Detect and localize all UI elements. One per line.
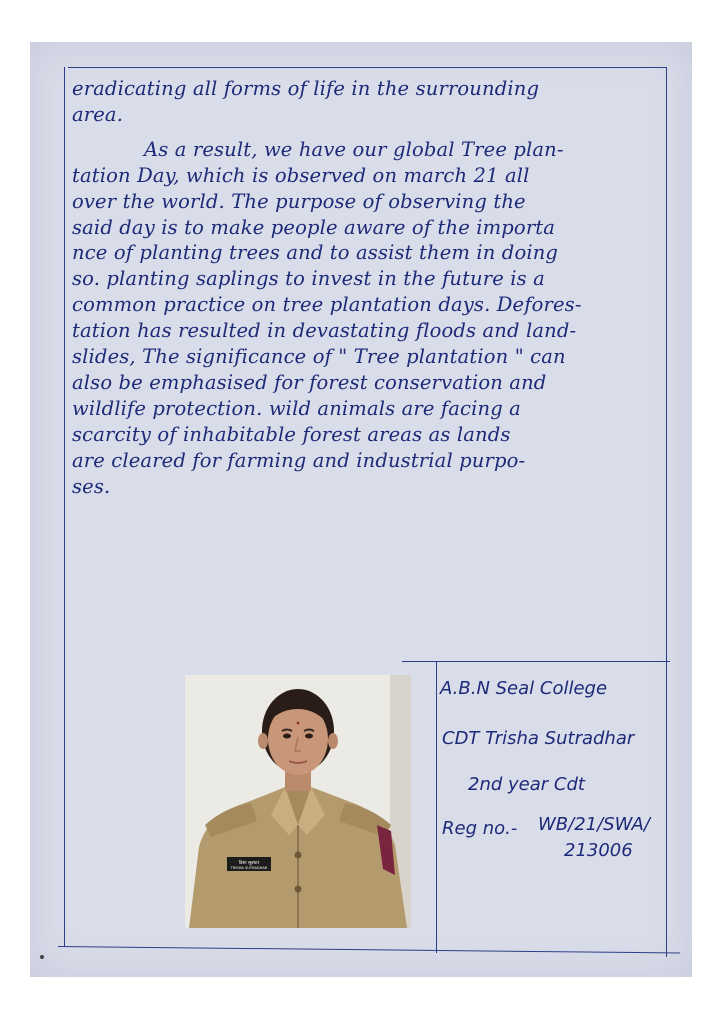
essay-line: tation Day, which is observed on march 21 all	[72, 163, 530, 187]
name-tag-line-1: त्रिशा सूत्रधार	[238, 861, 260, 866]
essay-line: over the world. The purpose of observing the	[72, 189, 526, 213]
essay-line: common practice on tree plantation days. Defores-	[72, 293, 582, 317]
essay-line: area.	[72, 102, 124, 126]
cadet-name: CDT Trisha Sutradhar	[442, 728, 635, 749]
essay-line: scarcity of inhabitable forest areas as lands	[72, 422, 511, 446]
margin-rule-top	[68, 67, 667, 68]
name-tag-line-2: TRISHA SUTRADHAR	[230, 866, 268, 870]
cadet-year: 2nd year Cdt	[468, 774, 585, 795]
essay-line: tation has resulted in devastating floods and land-	[72, 319, 577, 343]
reg-number: WB/21/SWA/	[538, 814, 650, 835]
essay-paragraph-start: As a result, we have our global Tree plan-	[144, 137, 564, 161]
signature-box-left-rule	[436, 661, 437, 953]
essay-text	[72, 76, 672, 500]
essay-line: also be emphasised for forest conservation and	[72, 370, 547, 394]
essay-line: nce of planting trees and to assist them in doing	[72, 241, 559, 265]
ink-dot	[40, 955, 44, 959]
margin-rule-left	[64, 67, 65, 947]
essay-line: slides, The significance of " Tree plantation " can	[72, 345, 566, 369]
essay-line: eradicating all forms of life in the surrounding	[72, 77, 540, 100]
essay-line: wildlife protection. wild animals are facing a	[72, 396, 521, 420]
college-name: A.B.N Seal College	[440, 678, 608, 699]
signature-box-top-rule	[402, 661, 670, 662]
essay-line: are cleared for farming and industrial purpo-	[72, 448, 526, 472]
reg-number-continued: 213006	[564, 840, 633, 861]
cadet-photo	[185, 675, 411, 928]
essay-line: said day is to make people aware of the importa	[72, 215, 556, 239]
reg-label: Reg no.-	[442, 818, 518, 839]
essay-line: so. planting saplings to invest in the future is a	[72, 267, 545, 291]
essay-line: ses.	[72, 474, 111, 498]
